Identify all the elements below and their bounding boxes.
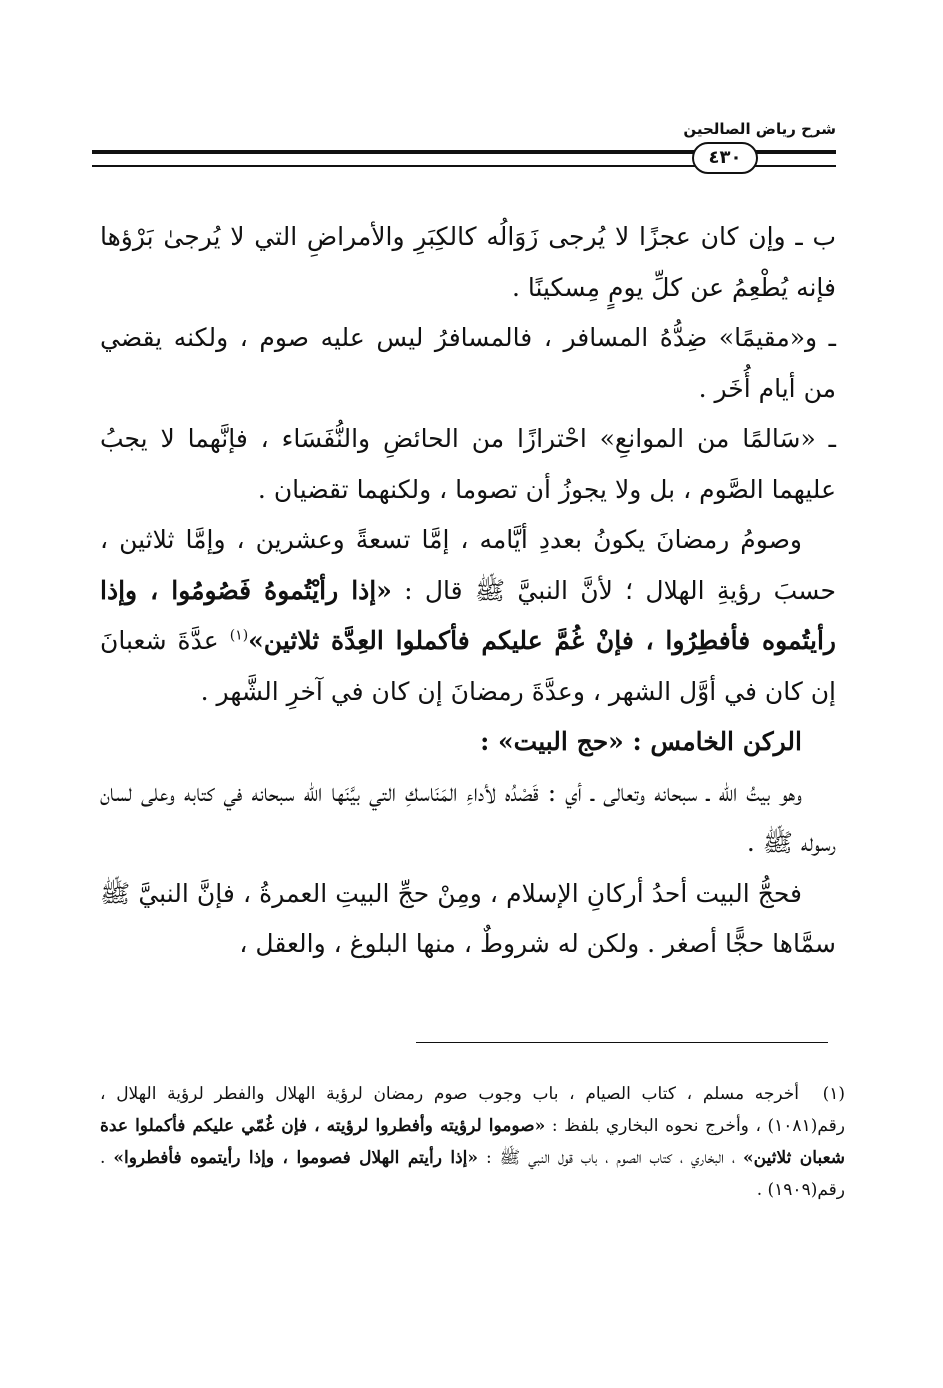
hadith-quote: «صوموا لرؤيته وأفطروا لرؤيته ، فإن غُمّي عليكم فأكملوا عدة شعبان ثلاثين» — [100, 1116, 846, 1168]
paragraph: فحجُّ البيت أحدُ أركانِ الإسلام ، ومِنْ حجِّ البيتِ العمرةُ ، فإنَّ النبيَّ ﷺ سمَّاها حجًّا أصغر . ولكن له شروطٌ ، منها البلوغ ، والعقل ، — [100, 878, 836, 958]
page-header — [92, 112, 836, 172]
paragraph — [100, 515, 836, 717]
paragraph: ـ «سَالمًا من الموانعِ» احْترازًا من الحائضِ والنُّفَسَاء ، فإنَّهما لا يجبُ عليهما الصَّوم ، بل ولا يجوزُ أن تصوما ، ولكنهما تقضيان . — [100, 424, 836, 504]
text-run: وصومُ رمضانَ يكونُ بعددِ أيَّامه ، إمَّا تسعةً وعشرين ، وإمَّا ثلاثين ، حسبَ رؤيةِ الهلال ؛ لأنَّ النبيَّ ﷺ قال : — [100, 525, 836, 605]
footnote-number: (١) — [822, 1084, 845, 1104]
paragraph: ـ و«مقيمًا» ضِدُّهُ المسافر ، فالمسافرُ ليس عليه صوم ، ولكنه يقضي من أيام أُخَر . — [100, 323, 836, 403]
text-run: عدَّةَ شعبانَ إن كان في أوَّل الشهر ، وعدَّةَ رمضانَ إن كان في آخرِ الشَّهر . — [100, 626, 836, 706]
footnote — [100, 1078, 845, 1206]
page-number-badge: ٤٣٠ — [692, 142, 758, 174]
paragraph: ب ـ وإن كان عجزًا لا يُرجى زَوَالُه كالكِبَرِ والأمراضِ التي لا يُرجىٰ بَرْؤها فإنه يُطْعِمُ عن كلِّ يومٍ مِسكينًا . — [100, 222, 836, 302]
footnote-ref: (١) — [229, 627, 249, 644]
footnote-body — [100, 1084, 845, 1200]
paragraph: وهو بيتُ الله ـ سبحانه وتعالى ـ أي : قَصْدُه لأداءِ المَنَاسكِ التي بيَّنَها الله سبحانه في كتابه وعلى لسان رسوله ﷺ . — [100, 777, 836, 857]
section-heading: الركن الخامس : «حج البيت» : — [480, 727, 802, 756]
footnote-separator — [416, 1042, 828, 1043]
main-text — [100, 212, 836, 970]
text-run: . رقم(١٩٠٩) . — [100, 1148, 845, 1200]
hadith-quote: «إذا رأيتم الهلال فصوموا ، وإذا رأيتموه فأفطروا» — [113, 1148, 479, 1168]
text-run: أخرجه مسلم ، كتاب الصيام ، باب وجوب صوم رمضان لرؤية الهلال والفطر لرؤية الهلال ، رقم(١٠٨١) ، وأخرج نحوه البخاري بلفظ : — [100, 1084, 845, 1136]
text-run: ، البخاري ، كتاب الصوم ، باب قول النبي ﷺ : — [478, 1148, 744, 1168]
hadith-quote: «إذا رأيْتُموهُ فَصُومُوا ، وإذا رأيتُموه فأفطِرُوا ، فإنْ غُمَّ عليكم فأكملوا العِدَّة ثلاثين» — [100, 575, 837, 655]
running-book-title: شرح رياض الصالحين — [683, 120, 836, 138]
